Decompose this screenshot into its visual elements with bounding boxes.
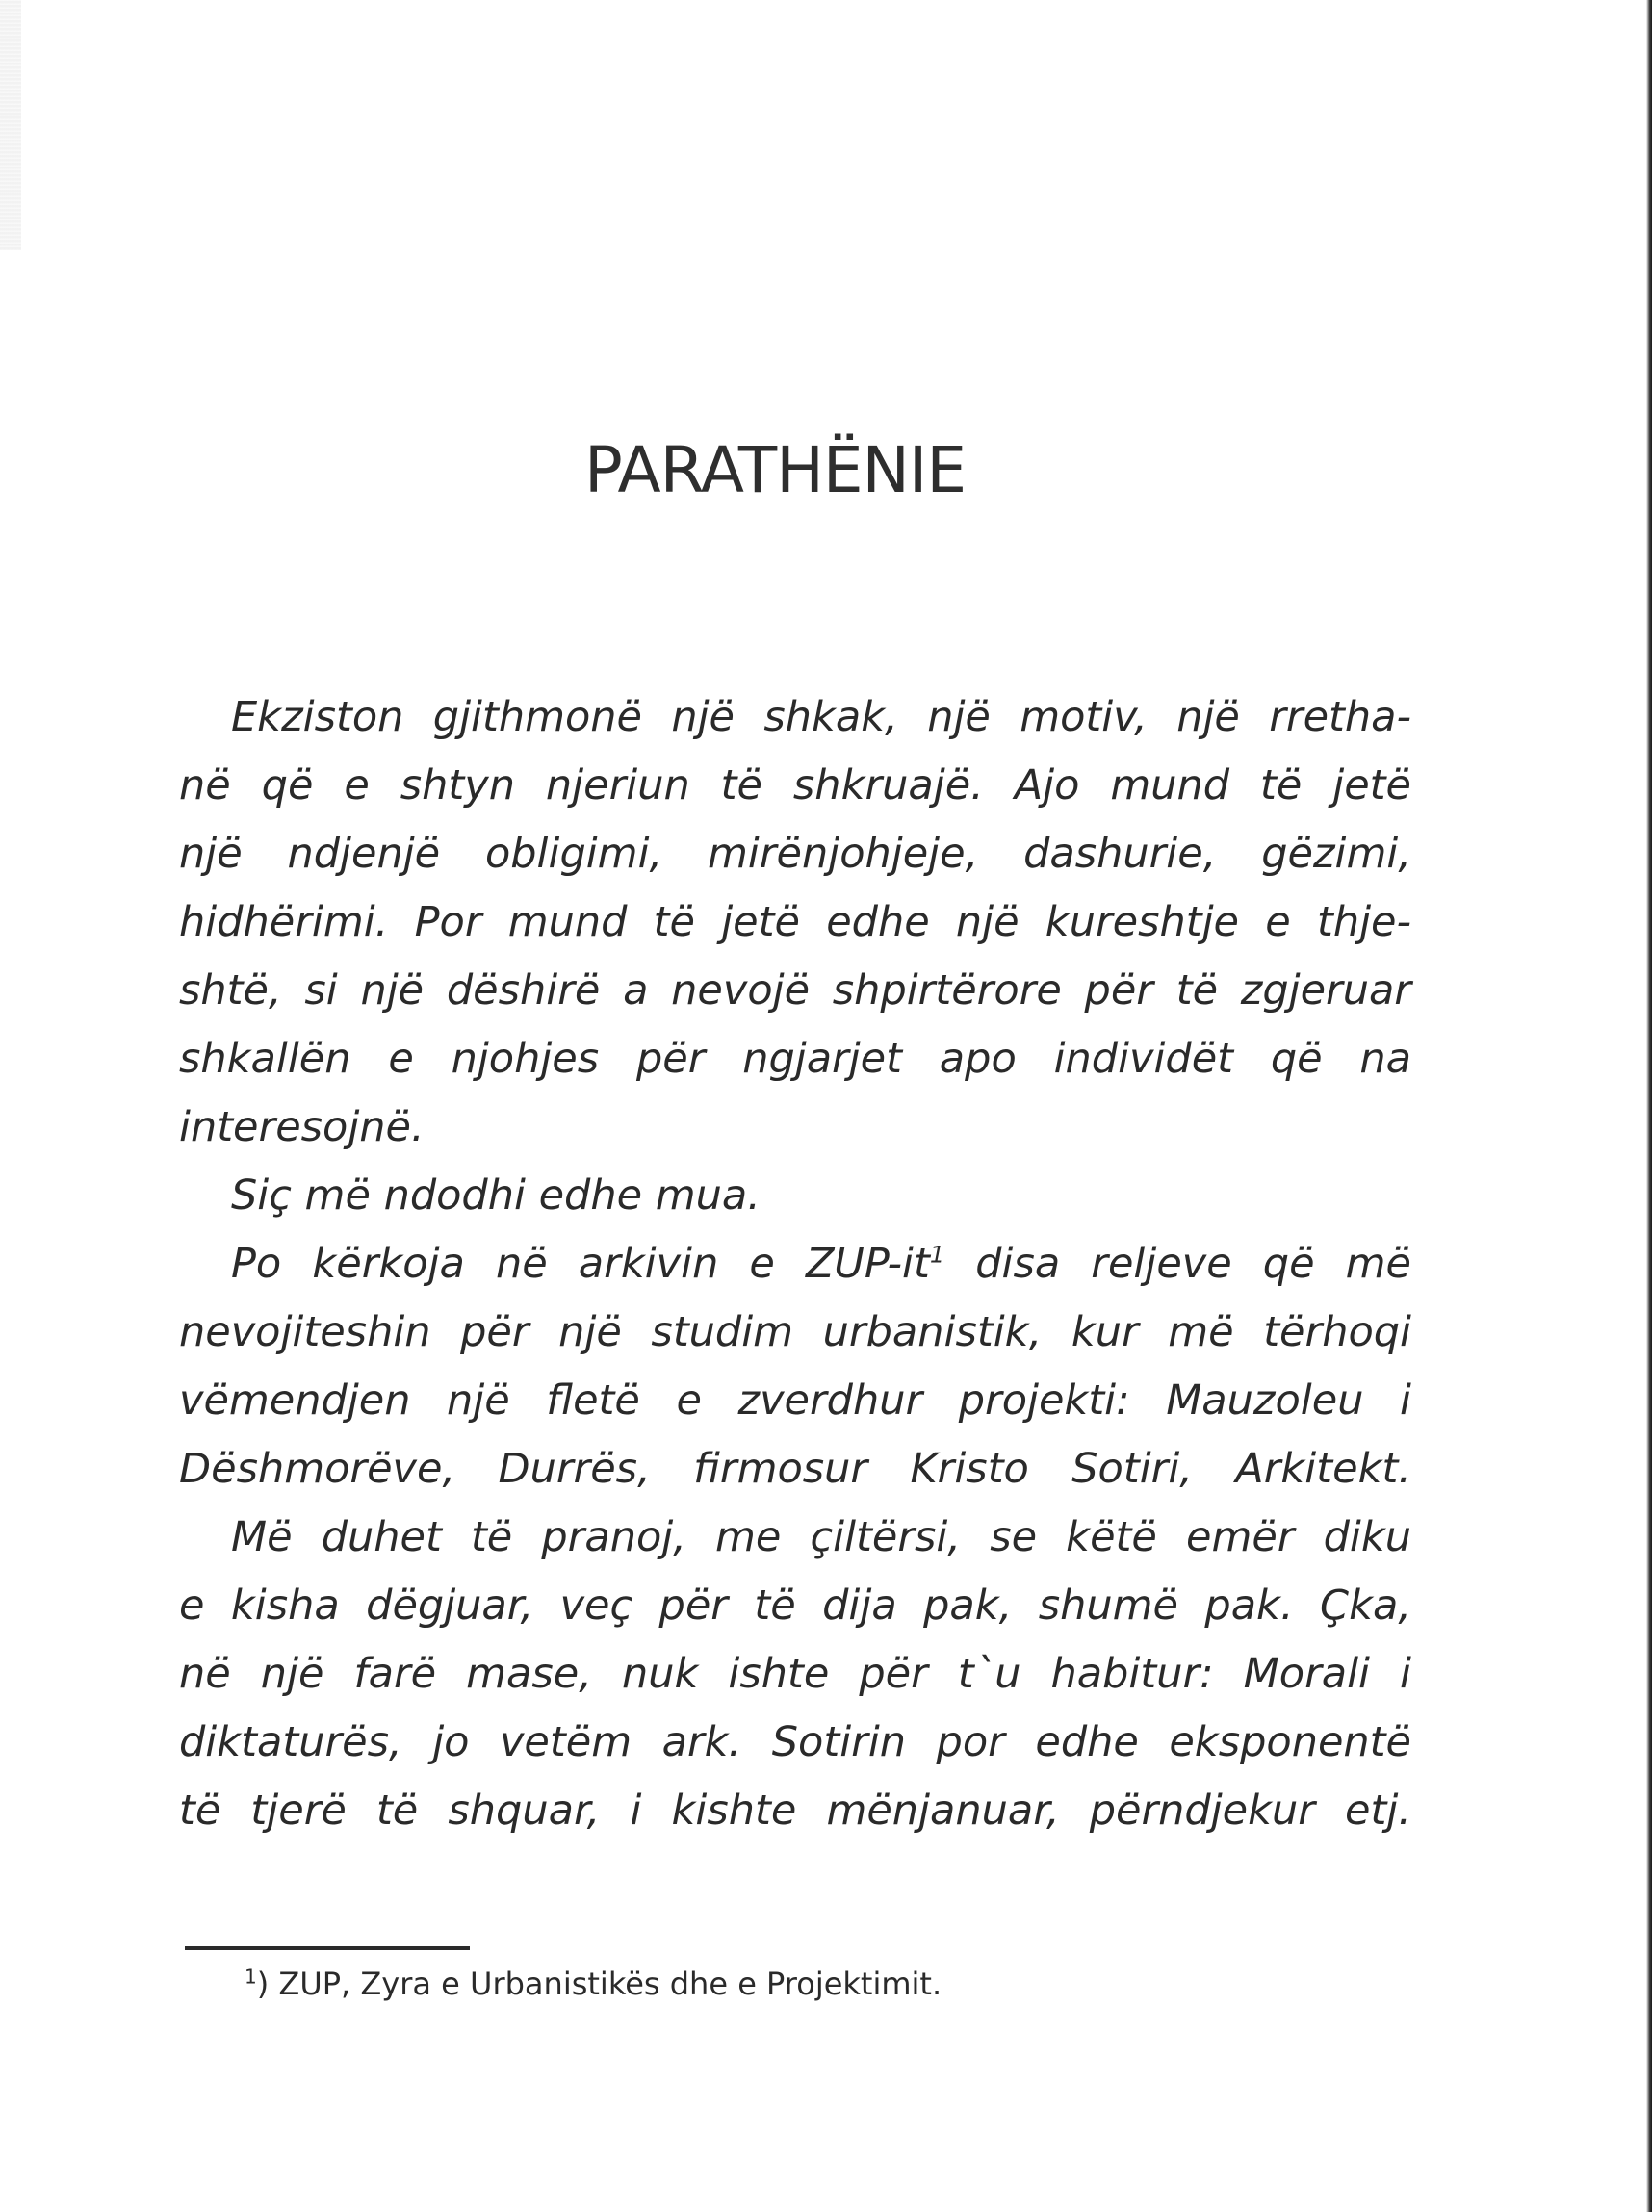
scanned-page-edge-right <box>1646 0 1652 2212</box>
footnote-separator <box>185 1946 470 1950</box>
text-line: shkallën e njohjes për ngjarjet apo individët që na <box>179 1035 1411 1083</box>
footnote-marker: 1 <box>245 1965 257 1989</box>
page-title: PARATHËNIE <box>583 433 967 507</box>
paragraph-4 <box>179 1504 1411 1845</box>
text-line: të tjerë të shquar, i kishte mënjanuar, përndjekur etj. <box>179 1787 1411 1835</box>
paragraph-1 <box>179 683 1411 1162</box>
text-line: interesojnë. <box>179 1103 425 1151</box>
scanned-page-edge-left <box>0 0 21 250</box>
text-line: Ekziston gjithmonë një shkak, një motiv, një rretha- <box>231 693 1411 741</box>
text-line-with-footnote-ref <box>179 1230 1411 1299</box>
text-line: hidhërimi. Por mund të jetë edhe një kureshtje e thje- <box>179 898 1411 946</box>
text-line: shtë, si një dëshirë a nevojë shpirtërore për të zgjeruar <box>179 966 1411 1015</box>
text-segment: Po kërkoja në arkivin e ZUP-it <box>231 1240 930 1288</box>
text-line: vëmendjen një fletë e zverdhur projekti: Mauzoleu i <box>179 1376 1411 1425</box>
text-line: në që e shtyn njeriun të shkruajë. Ajo mund të jetë <box>179 761 1411 810</box>
paragraph-3 <box>179 1230 1411 1504</box>
text-line: një ndjenjë obligimi, mirënjohjeje, dashurie, gëzimi, <box>179 830 1411 878</box>
footnote-reference: 1 <box>929 1241 945 1269</box>
footnote-text: ) ZUP, Zyra e Urbanistikës dhe e Projektimit. <box>256 1966 942 2002</box>
text-segment: disa reljeve që më <box>944 1240 1411 1288</box>
text-line: në një farë mase, nuk ishte për t`u habitur: Morali i <box>179 1650 1411 1698</box>
paragraph-2 <box>179 1162 1411 1230</box>
text-line: e kisha dëgjuar, veç për të dija pak, shumë pak. Çka, <box>179 1582 1411 1630</box>
footnote <box>245 1966 942 2002</box>
body-text <box>179 683 1411 1845</box>
text-line: Dëshmorëve, Durrës, firmosur Kristo Sotiri, Arkitekt. <box>179 1445 1411 1493</box>
text-line: diktaturës, jo vetëm ark. Sotirin por edhe eksponentë <box>179 1718 1411 1766</box>
text-line: Më duhet të pranoj, me çiltërsi, se këtë emër diku <box>231 1513 1411 1561</box>
text-line: nevojiteshin për një studim urbanistik, kur më tërhoqi <box>179 1308 1411 1356</box>
text-line: Siç më ndodhi edhe mua. <box>231 1171 761 1220</box>
